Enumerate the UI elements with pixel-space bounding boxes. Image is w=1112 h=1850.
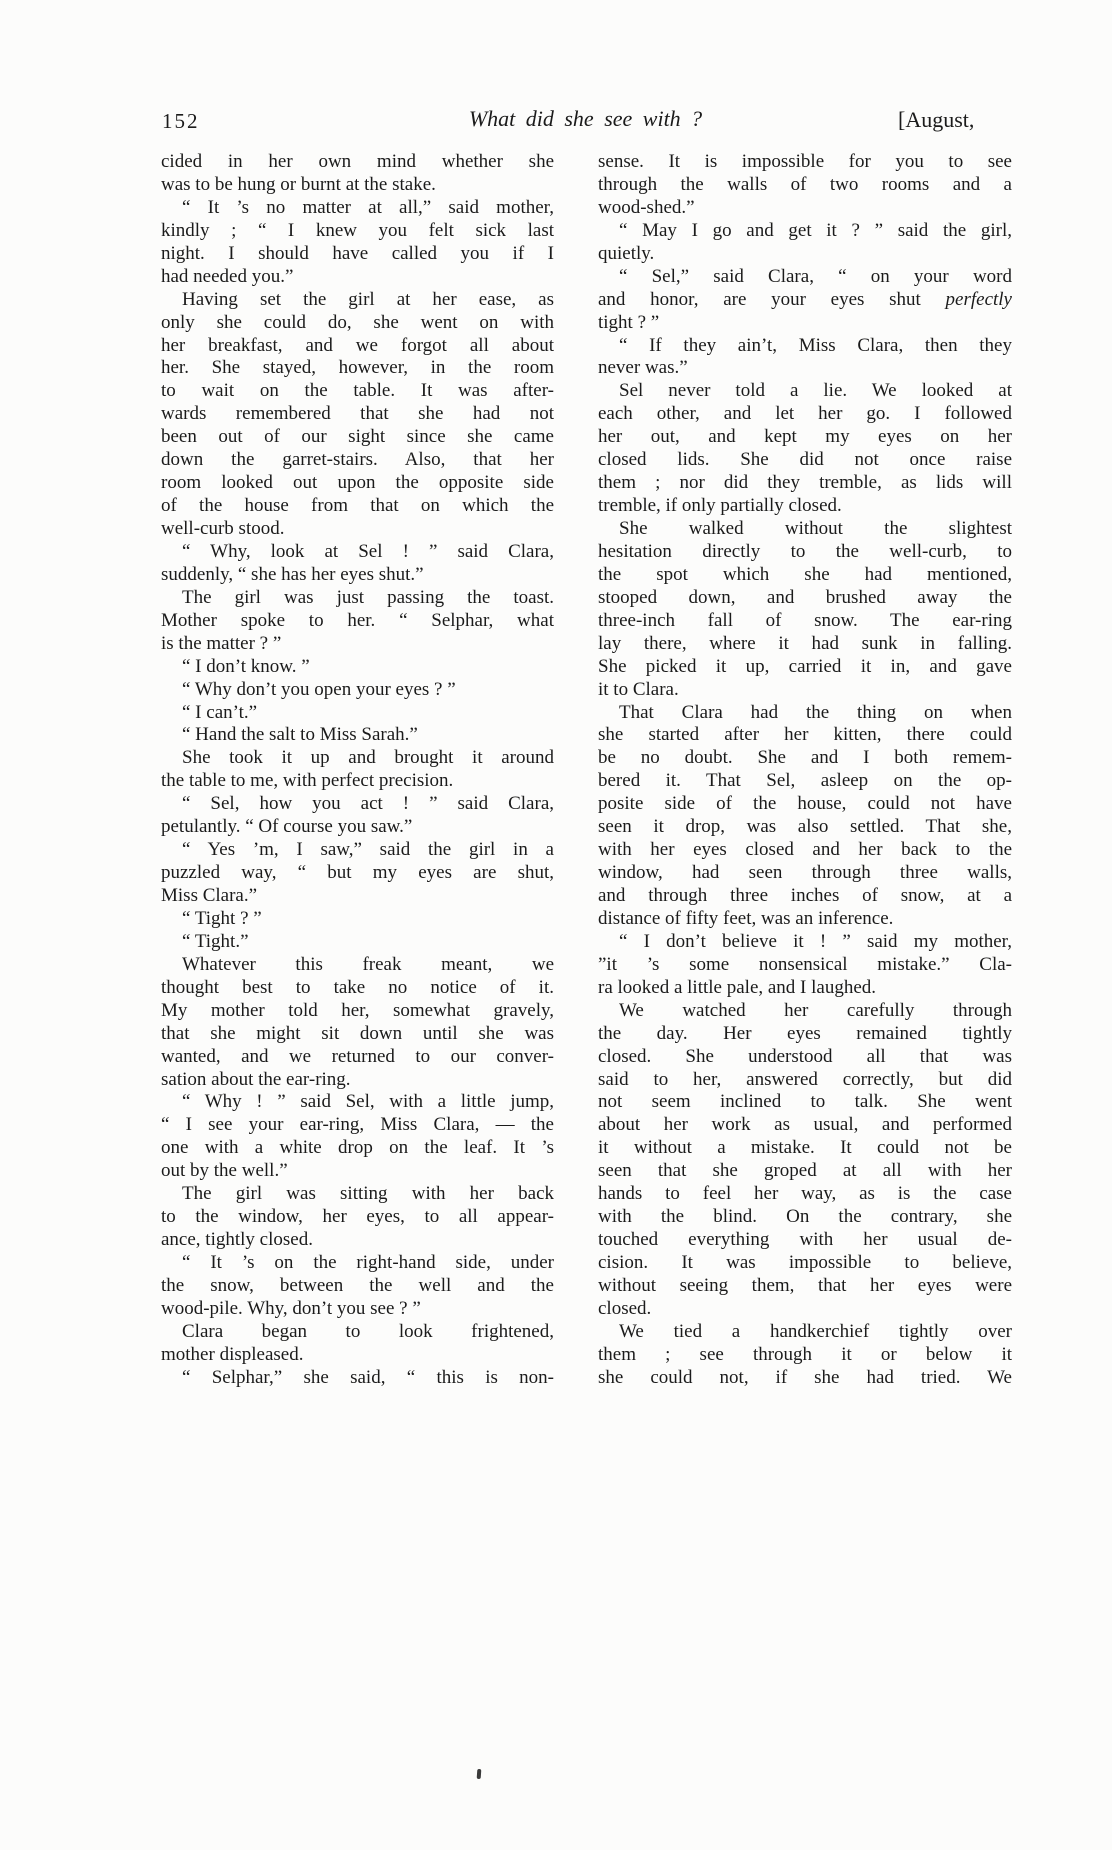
text-line: she started after her kitten, there could (598, 724, 1012, 746)
text-line: wood-pile. Why, don’t you see ? ” (161, 1297, 421, 1319)
text-line: “ I can’t.” (182, 701, 258, 723)
text-line: be no doubt. She and I both remem- (598, 747, 1012, 769)
text-line: each other, and let her go. I followed (598, 403, 1012, 425)
text-line: the spot which she had mentioned, (598, 563, 1012, 585)
issue-date-label: [August, (898, 107, 975, 132)
text-line: never was.” (598, 357, 688, 379)
text-line: touched everything with her usual de- (598, 1229, 1012, 1251)
text-line: to the window, her eyes, to all appear- (161, 1206, 554, 1228)
text-line: her. She stayed, however, in the room (161, 357, 554, 379)
text-line: well-curb stood. (161, 518, 285, 539)
text-line: room looked out upon the opposite side (161, 472, 554, 494)
text-line: She took it up and brought it around (182, 747, 554, 769)
text-line: Clara began to look frightened, (182, 1320, 554, 1342)
text-line: the day. Her eyes remained tightly (598, 1022, 1012, 1044)
text-line: “ Selphar,” she said, “ this is non- (182, 1366, 554, 1388)
text-line: through the walls of two rooms and a (598, 173, 1012, 195)
text-line: “ It ’s on the right-hand side, under (182, 1252, 554, 1273)
text-line: about her work as usual, and performed (598, 1114, 1012, 1136)
text-line: kindly ; “ I knew you felt sick last (161, 219, 554, 241)
text-line: tight ? ” (598, 311, 660, 333)
text-line: sense. It is impossible for you to see (598, 151, 1012, 172)
text-line: Miss Clara.” (161, 885, 258, 906)
text-line: lay there, where it had sunk in falling. (598, 632, 1012, 654)
text-line: My mother told her, somewhat gravely, (161, 999, 554, 1021)
text-line: it without a mistake. It could not be (598, 1137, 1012, 1159)
text-line: only she could do, she went on with (161, 311, 554, 333)
right-column (598, 151, 1012, 1390)
text-line: Having set the girl at her ease, as (182, 288, 554, 310)
text-line: “ Tight ? ” (182, 907, 262, 929)
text-line: seen that she groped at all with her (598, 1160, 1012, 1182)
text-line: That Clara had the thing on when (619, 701, 1012, 723)
text-line: petulantly. “ Of course you saw.” (161, 816, 413, 838)
text-line: seen it drop, was also settled. That she, (598, 816, 1012, 838)
text-line: night. I should have called you if I (161, 242, 554, 264)
text-line: ra looked a little pale, and I laughed. (598, 976, 877, 998)
text-line: out by the well.” (161, 1160, 288, 1182)
text-line: “ Why, look at Sel ! ” said Clara, (182, 540, 554, 562)
text-line: She picked it up, carried it in, and gave (598, 655, 1012, 677)
text-line: had needed you.” (161, 265, 294, 287)
text-line: of the house from that on which the (161, 495, 554, 517)
text-line: “ Yes ’m, I saw,” said the girl in a (182, 839, 554, 861)
text-line: thought best to take no notice of it. (161, 976, 554, 998)
text-line: bered it. That Sel, asleep on the op- (598, 770, 1012, 792)
text-line: and honor, are your eyes shut perfectly (598, 288, 1012, 310)
text-line: hesitation directly to the well-curb, to (598, 540, 1012, 562)
ink-speck (477, 1769, 482, 1779)
text-line: The girl was just passing the toast. (182, 586, 554, 608)
text-line: puzzled way, “ but my eyes are shut, (161, 862, 554, 884)
text-line: “ May I go and get it ? ” said the girl, (619, 219, 1012, 241)
text-line: She walked without the slightest (619, 518, 1012, 539)
text-line: three-inch fall of snow. The ear-ring (598, 609, 1012, 631)
text-line: her out, and kept my eyes on her (598, 426, 1012, 448)
text-line: distance of fifty feet, was an inference. (598, 907, 894, 929)
text-line: Sel never told a lie. We looked at (619, 380, 1012, 402)
text-line: she could not, if she had tried. We (598, 1366, 1012, 1388)
page-header (0, 0, 1112, 150)
text-line: without seeing them, that her eyes were (598, 1274, 1012, 1296)
text-line: hands to feel her way, as is the case (598, 1183, 1012, 1205)
text-line: “ It ’s no matter at all,” said mother, (182, 196, 554, 218)
text-line: them ; nor did they tremble, as lids will (598, 472, 1012, 494)
text-line: that she might sit down until she was (161, 1022, 554, 1044)
text-line: is the matter ? ” (161, 632, 282, 654)
text-line: Mother spoke to her. “ Selphar, what (161, 609, 554, 631)
text-line: “ Tight.” (182, 930, 249, 952)
text-line: and through three inches of snow, at a (598, 885, 1012, 906)
text-line: tremble, if only partially closed. (598, 495, 842, 517)
text-line: been out of our sight since she came (161, 426, 554, 448)
text-line: closed. (598, 1297, 652, 1319)
left-column (161, 151, 554, 1390)
text-line: “ I see your ear-ring, Miss Clara, — the (161, 1114, 554, 1136)
page-number: 152 (162, 109, 200, 133)
text-line: “ Sel,” said Clara, “ on your word (619, 265, 1012, 287)
text-line: posite side of the house, could not have (598, 793, 1012, 815)
italic-word: perfectly (945, 288, 1012, 310)
text-line: wanted, and we returned to our conver- (161, 1045, 554, 1067)
text-line: the table to me, with perfect precision. (161, 770, 454, 792)
text-line: with her eyes closed and her back to the (598, 839, 1012, 861)
text-line: ance, tightly closed. (161, 1229, 313, 1251)
text-line: cided in her own mind whether she (161, 151, 554, 172)
running-title: What did she see with ? (468, 106, 703, 131)
text-line: closed. She understood all that was (598, 1045, 1012, 1067)
text-line: stooped down, and brushed away the (598, 586, 1012, 608)
text-line: her breakfast, and we forgot all about (161, 334, 554, 356)
text-line: down the garret-stairs. Also, that her (161, 449, 554, 471)
text-line: mother displeased. (161, 1343, 304, 1365)
text-line: said to her, answered correctly, but did (598, 1068, 1012, 1090)
text-line: closed lids. She did not once raise (598, 449, 1012, 471)
text-line: “ If they ain’t, Miss Clara, then they (619, 334, 1012, 356)
text-line: not seem inclined to talk. She went (598, 1091, 1012, 1113)
text-line: suddenly, “ she has her eyes shut.” (161, 563, 424, 585)
text-line: quietly. (598, 242, 655, 264)
text-line: “ Why don’t you open your eyes ? ” (182, 678, 456, 700)
text-line: the snow, between the well and the (161, 1274, 554, 1296)
text-line: window, had seen through three walls, (598, 862, 1012, 884)
text-line: sation about the ear-ring. (161, 1068, 351, 1090)
text-line: them ; see through it or below it (598, 1343, 1012, 1365)
text-line: “ Sel, how you act ! ” said Clara, (182, 793, 554, 815)
text-line: “ Why ! ” said Sel, with a little jump, (182, 1091, 554, 1113)
text-line: one with a white drop on the leaf. It ’s (161, 1137, 554, 1159)
page-body (161, 151, 1012, 1390)
text-line: to wait on the table. It was after- (161, 380, 554, 402)
text-line: We tied a handkerchief tightly over (619, 1320, 1012, 1342)
text-line: The girl was sitting with her back (182, 1183, 554, 1205)
text-line: it to Clara. (598, 678, 679, 700)
text-line: with the blind. On the contrary, she (598, 1206, 1012, 1228)
text-line: wood-shed.” (598, 196, 695, 218)
text-line: “ Hand the salt to Miss Sarah.” (182, 724, 418, 746)
text-line: was to be hung or burnt at the stake. (161, 173, 436, 195)
text-line: “ I don’t believe it ! ” said my mother, (619, 930, 1012, 952)
text-line: We watched her carefully through (619, 999, 1012, 1021)
text-line: wards remembered that she had not (161, 403, 554, 425)
text-line: “ I don’t know. ” (182, 655, 310, 677)
text-line: Whatever this freak meant, we (182, 953, 554, 975)
text-line: cision. It was impossible to believe, (598, 1252, 1012, 1273)
text-line: ”it ’s some nonsensical mistake.” Cla- (598, 953, 1012, 975)
